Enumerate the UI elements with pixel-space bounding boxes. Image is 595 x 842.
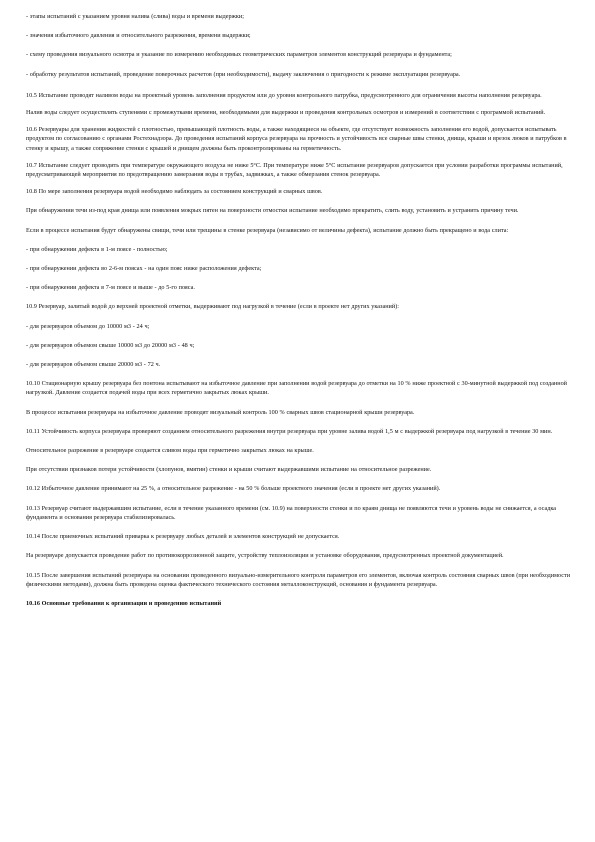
- paragraph: Если в процессе испытания будут обнаружены свищи, течи или трещины в стенке резервуара (независимо от величины дефекта), испытание должно быть прекращено и вода слита:: [26, 226, 509, 234]
- paragraph: - для резервуаров объемом свыше 20000 м3 - 72 ч.: [26, 361, 161, 369]
- paragraph: Относительное разрежение в резервуаре создается сливом воды при герметично закрытых люках на крыше.: [26, 447, 314, 455]
- paragraph: 10.7 Испытание следует проводить при температуре окружающего воздуха не ниже 5°С. При температуре ниже 5°С испытание резервуаров допускается при условии разработки программы испытаний, предусматривающей мероприятия по предотвращению замерзания воды в трубах, задвижках, а также обмерзания стенок резервуара.: [26, 161, 563, 179]
- paragraph: В процессе испытания резервуара на избыточное давление проводят визуальный контроль 100 % сварных швов стационарной крыши резервуара.: [26, 408, 415, 416]
- paragraph: - обработку результатов испытаний, проведение поверочных расчетов (при необходимости), выдачу заключения о пригодности к режиме эксплуатации резервуара.: [26, 70, 461, 78]
- paragraph: 10.12 Избыточное давление принимают на 25 %, а относительное разрежение - на 50 % больше проектного значения (если в проекте нет других указаний).: [26, 485, 441, 493]
- paragraph: 10.9 Резервуар, залитый водой до верхней проектной отметки, выдерживают под нагрузкой в течение (если в проекте нет других указаний):: [26, 303, 399, 311]
- section-heading: 10.16 Основные требования к организации и проведению испытаний: [26, 599, 222, 607]
- paragraph: 10.14 После приемочных испытаний приварка к резервуару любых деталей и элементов конструкций не допускается.: [26, 533, 340, 541]
- paragraph: На резервуаре допускается проведение работ по противокоррозионной защите, устройству теплоизоляции и установке оборудования, предусмотренных проектной документацией.: [26, 552, 504, 560]
- paragraph: 10.15 После завершения испытаний резервуара на основании проведенного визуально-измерительного контроля параметров его элементов, включая контроль состояния сварных швов (при необходимости физическими методами), должна быть проведена оценка фактического технического состояния металлоконструкций, основания и фундамента резервуара.: [26, 571, 571, 588]
- paragraph: - при обнаружении дефекта в 1-м поясе - полностью;: [26, 245, 168, 253]
- paragraph: 10.8 По мере заполнения резервуара водой необходимо наблюдать за состоянием конструкций и сварных швов.: [26, 188, 323, 196]
- paragraph: При обнаружении течи из-под края днища или появления мокрых пятен на поверхности отмостки испытание необходимо прекратить, слить воду, установить и устранить причину течи.: [26, 207, 519, 215]
- paragraph: - для резервуаров объемом до 10000 м3 - 24 ч;: [26, 322, 150, 330]
- document-page: [26, 12, 574, 608]
- paragraph: - схему проведения визуального осмотра и указание по измерению необходимых геометрических параметров элементов конструкций резервуара и фундамента;: [26, 51, 452, 59]
- paragraph: - для резервуаров объемом свыше 10000 м3 до 20000 м3 - 48 ч;: [26, 341, 195, 349]
- paragraph: - этапы испытаний с указанием уровня налива (слива) воды и времени выдержки;: [26, 13, 244, 20]
- paragraph: 10.6 Резервуары для хранения жидкостей с плотностью, превышающей плотность воды, а также находящиеся на объекте, где отсутствует возможность заполнения его водой, допускается испытывать продуктом по согласованию с органами Ростехнадзора. До проведения испытаний корпуса резервуара на прочность и устойчивость все сварные швы стенки, днища, крыши и врезок люков и патрубков в стенку и крышу, а также сопряжение стенки с крышей и днищем должны быть проконтролированы на герметичность.: [26, 126, 567, 152]
- paragraph: - при обнаружении дефекта в 7-м поясе и выше - до 5-го пояса.: [26, 284, 195, 292]
- paragraph: - при обнаружении дефекта во 2-6-м поясах - на один пояс ниже расположения дефекта;: [26, 265, 262, 273]
- paragraph: 10.10 Стационарную крышу резервуара без понтона испытывают на избыточное давление при заполнении водой резервуара до отметки на 10 % ниже проектной с 30-минутной выдержкой под созданной нагрузкой. Давление создается подачей воды при всех герметично закрытых люках крыши.: [26, 380, 567, 397]
- paragraph: Налив воды следует осуществлять ступенями с промежутками времени, необходимыми для выдержки и проведения контрольных осмотров и измерений в соответствии с программой испытаний.: [26, 109, 546, 117]
- paragraph: 10.5 Испытание проводят наливом воды на проектный уровень заполнения продуктом или до уровня контрольного патрубка, предусмотренного для ограничения высоты наполнения резервуара.: [26, 91, 542, 99]
- paragraph: - значения избыточного давления и относительного разрежения, времени выдержки;: [26, 32, 251, 40]
- paragraph: 10.13 Резервуар считают выдержавшим испытание, если в течение указанного времени (см. 10.9) на поверхности стенки и по краям днища не появляются течи и уровень воды не снижается, а осадка фундамента и основания резервуара стабилизировалась.: [26, 504, 557, 521]
- paragraph: 10.11 Устойчивость корпуса резервуара проверяют созданием относительного разрежения внутри резервуара при уровне залива водой 1,5 м с выдержкой резервуара под нагрузкой в течение 30 мин.: [26, 427, 553, 435]
- paragraph: При отсутствии признаков потери устойчивости (хлопунов, вмятин) стенки и крыши считают выдержавшими испытание на относительное разрежение.: [26, 466, 432, 474]
